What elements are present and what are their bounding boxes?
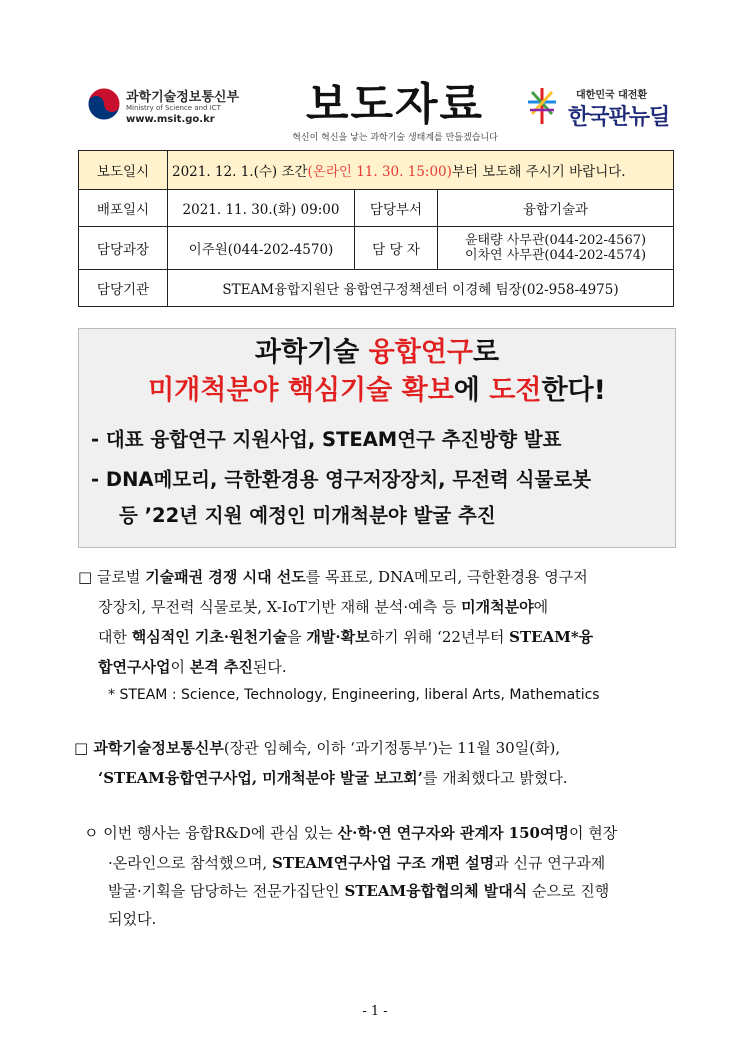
headline-text: 에 <box>453 375 490 406</box>
table-row-distribution <box>79 190 674 227</box>
officer-1: 윤태량 사무관(044-202-4567) <box>464 233 647 248</box>
release-time-label: 보도일시 <box>79 151 168 190</box>
department-label: 담당부서 <box>355 190 438 227</box>
headline-highlight: 도전 <box>489 375 542 406</box>
paragraph-2-line-2 <box>98 763 568 793</box>
bold-text: 개발·확보 <box>306 628 370 646</box>
headline-highlight: 미개척분야 핵심기술 확보 <box>148 375 454 406</box>
table-row-contacts <box>79 227 674 270</box>
headline-text: 로 <box>472 337 500 368</box>
distribution-label: 배포일시 <box>79 190 168 227</box>
text: 이 현장 <box>568 824 618 842</box>
bold-text: 미개척분야 <box>461 598 534 616</box>
text: 장장치, 무전력 식물로봇, X-IoT기반 재해 분석·예측 등 <box>98 598 462 616</box>
square-bullet: □ <box>78 568 93 586</box>
bold-text: 기술패권 경쟁 시대 선도 <box>145 568 306 586</box>
bold-text: 산·학·연 연구자와 관계자 150여명 <box>337 824 569 842</box>
paragraph-3-line-1 <box>84 818 617 848</box>
text: 대한 <box>98 628 132 646</box>
text: 글로벌 <box>92 568 146 586</box>
new-deal-name: 한국판뉴딜 <box>568 105 670 130</box>
bold-text: STEAM연구사업 구조 개편 설명 <box>271 854 495 872</box>
table-row-release-time <box>79 151 674 190</box>
square-bullet: □ <box>74 739 89 757</box>
text: (장관 임혜숙, 이하 ‘과기정통부’)는 11월 30일(화), <box>223 739 561 757</box>
new-deal-tagline: 대한민국 대전환 <box>576 90 648 101</box>
paragraph-1-line-1 <box>78 562 588 592</box>
release-note: 부터 보도해 주시기 바랍니다. <box>451 164 626 180</box>
paragraph-1-line-3 <box>98 622 593 652</box>
korean-new-deal-logo <box>524 84 704 134</box>
headline-text: 한다! <box>541 375 606 406</box>
headline-line-2 <box>79 369 675 413</box>
headline-text: 과학기술 <box>254 337 369 368</box>
paragraph-3-line-3 <box>108 876 609 906</box>
paragraph-3-line-2 <box>108 848 605 878</box>
bold-text: 핵심적인 기초·원천기술 <box>131 628 288 646</box>
director-label: 담당과장 <box>79 227 168 270</box>
text: 된다. <box>252 658 287 676</box>
officer-label: 담 당 자 <box>355 227 438 270</box>
ministry-name-en: Ministry of Science and ICT <box>126 104 221 112</box>
director-value: 이주원(044-202-4570) <box>168 227 355 270</box>
text: 하기 위해 ‘22년부터 <box>369 628 510 646</box>
text: 을 <box>287 628 307 646</box>
headline-box <box>78 328 676 548</box>
agency-label: 담당기관 <box>79 270 168 307</box>
distribution-value: 2021. 11. 30.(화) 09:00 <box>168 190 355 227</box>
paragraph-1-line-4 <box>98 652 287 682</box>
ministry-slogan: 혁신이 혁신을 낳는 과학기술 생태계를 만들겠습니다 <box>292 133 498 143</box>
release-info-table <box>78 150 674 307</box>
paragraph-3-line-4: 되었다. <box>108 910 157 928</box>
release-time-value <box>168 151 674 190</box>
text: 에 <box>533 598 549 616</box>
officer-value <box>438 227 674 270</box>
table-row-agency <box>79 270 674 307</box>
bold-text: 본격 추진 <box>189 658 253 676</box>
paragraph-2-line-1 <box>74 733 560 763</box>
officer-2: 이차연 사무관(044-202-4574) <box>464 248 647 263</box>
new-deal-mark-icon <box>524 84 560 128</box>
subheadline-2-cont: 등 ’22년 지원 예정인 미개척분야 발굴 추진 <box>119 504 496 527</box>
paragraph-1-line-2 <box>98 592 548 622</box>
subheadline-1: - 대표 융합연구 지원사업, STEAM연구 추진방향 발표 <box>91 428 562 451</box>
text: 를 개최했다고 밝혔다. <box>422 769 568 787</box>
text: 과 신규 연구과제 <box>494 854 606 872</box>
headline-highlight: 융합연구 <box>368 337 473 368</box>
text: 발굴·기획을 담당하는 전문가집단인 <box>108 882 345 900</box>
bold-text: 과학기술정보통신부 <box>88 739 224 757</box>
text: ·온라인으로 참석했으며, <box>108 854 272 872</box>
text: 순으로 진행 <box>527 882 610 900</box>
bold-text: STEAM*융 <box>509 628 594 646</box>
release-date: 2021. 12. 1.(수) 조간 <box>172 164 308 180</box>
ministry-url: www.msit.go.kr <box>126 114 215 125</box>
bold-text: 합연구사업 <box>98 658 171 676</box>
press-release-title: 보도자료 <box>305 79 484 130</box>
agency-value: STEAM융합지원단 융합연구정책센터 이경혜 팀장(02-958-4975) <box>168 270 674 307</box>
circle-bullet: ㅇ <box>84 824 99 842</box>
page-number: - 1 - <box>362 1004 388 1019</box>
text: 를 목표로, DNA메모리, 극한환경용 영구저 <box>305 568 588 586</box>
page-header <box>0 0 750 150</box>
headline-line-1 <box>79 329 675 373</box>
text: 이 <box>170 658 190 676</box>
bold-text: ‘STEAM융합연구사업, 미개척분야 발굴 보고회’ <box>98 769 423 787</box>
ministry-logo <box>86 84 306 134</box>
ministry-name: 과학기술정보통신부 <box>126 90 240 105</box>
steam-footnote: * STEAM : Science, Technology, Engineering, liberal Arts, Mathematics <box>108 687 600 703</box>
bold-text: STEAM융합협의체 발대식 <box>344 882 528 900</box>
text: 이번 행사는 융합R&D에 관심 있는 <box>98 824 338 842</box>
department-value: 융합기술과 <box>438 190 674 227</box>
taegeuk-emblem-icon <box>86 86 122 122</box>
online-release-time: (온라인 11. 30. 15:00) <box>307 164 452 180</box>
subheadline-2: - DNA메모리, 극한환경용 영구저장장치, 무전력 식물로봇 <box>91 468 592 491</box>
